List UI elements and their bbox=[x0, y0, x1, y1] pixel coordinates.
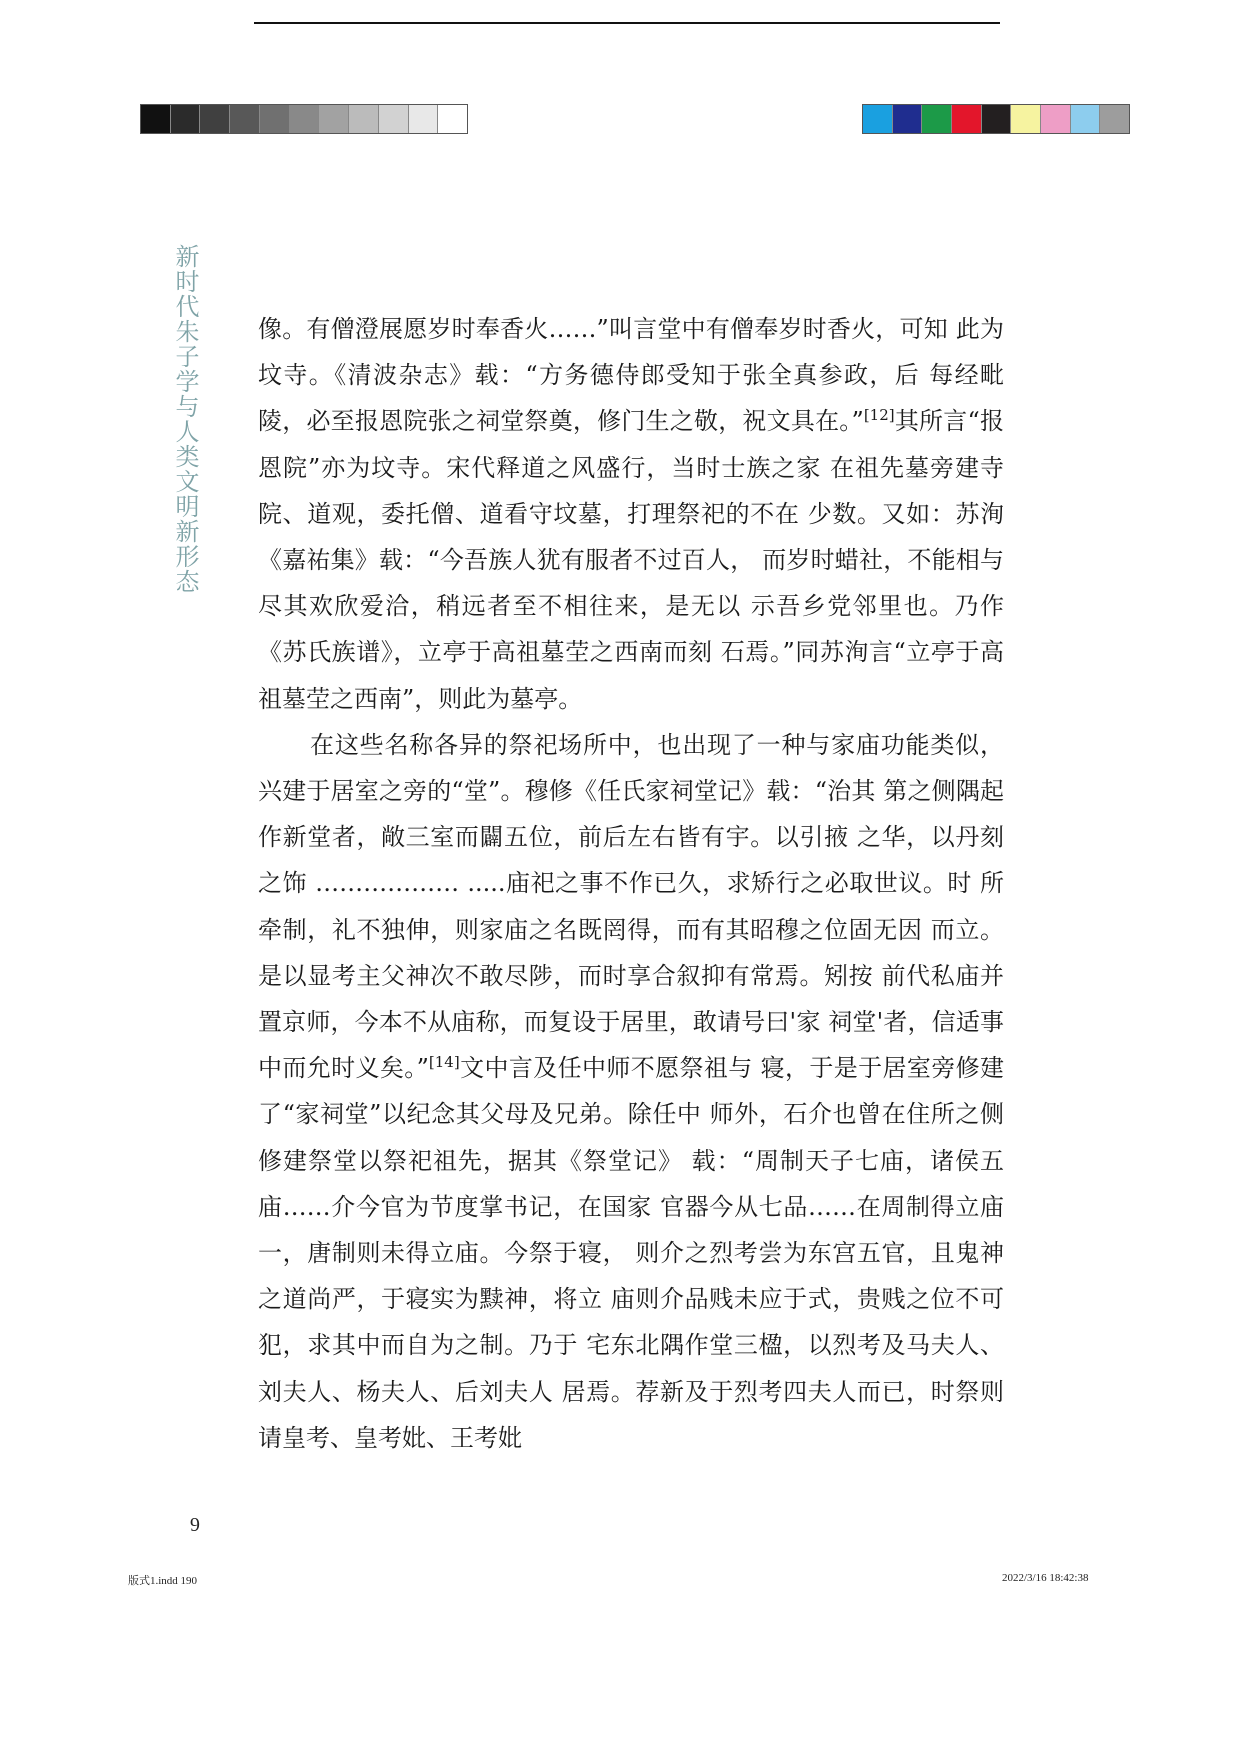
gray-swatch bbox=[230, 105, 260, 133]
gray-swatch bbox=[260, 105, 290, 133]
paragraph-1 bbox=[258, 306, 1004, 722]
slug-timestamp: 2022/3/16 18:42:38 bbox=[1002, 1572, 1089, 1584]
top-rule bbox=[254, 22, 1000, 24]
gray-swatch bbox=[171, 105, 201, 133]
gray-swatch bbox=[409, 105, 439, 133]
body-text bbox=[258, 306, 1004, 1461]
citation-ref: [14] bbox=[428, 1053, 460, 1072]
color-swatch bbox=[1100, 105, 1129, 133]
gray-swatch bbox=[200, 105, 230, 133]
page-number: 6 bbox=[190, 1513, 200, 1535]
gray-swatch bbox=[141, 105, 171, 133]
color-swatch bbox=[1041, 105, 1071, 133]
paragraph-2-text-a: 在这些名称各异的祭祀场所中，也出现了一种与家庙功能类似，兴建于居室之旁的“堂”。穆修《任氏家祠堂记》载：“治其 第之侧隅起作新堂者，敞三室而闢五位，前后左右皆有宇。以引掖 之华，以丹刻之饰 ……………… .....庙祀之事不作已久，求矫行之必取世议。时 所牵制，礼不独伸，则家庙之名既罔得，而有其昭穆之位固无因 而立。是以显考主父神次不敢尽陟，而时享合叙抑有常焉。矧按 前代私庙并置京师，今本不从庙称，而复设于居里，敢请号曰'家 祠堂'者，信适事中而允时义矣。” bbox=[258, 730, 1004, 1083]
color-swatch bbox=[863, 105, 893, 133]
color-swatch bbox=[1011, 105, 1041, 133]
process-color-bar bbox=[862, 104, 1130, 134]
citation-ref: [12] bbox=[863, 406, 895, 425]
color-swatch bbox=[952, 105, 982, 133]
paragraph-1-text-b: 其所言“报恩院”亦为坟寺。宋代释道之风盛行，当时士族之家 在祖先墓旁建寺院、道观，委托僧、道看守坟墓，打理祭祀的不在 少数。又如：苏洵《嘉祐集》载：“今吾族人犹有服者不过百人， 而岁时蜡社，不能相与尽其欢欣爱洽，稍远者至不相往来，是无以 示吾乡党邻里也。乃作《苏氏族谱》，立亭于高祖墓茔之西南而刻 石焉。”同苏洵言“立亭于高祖墓茔之西南”，则此为墓亭。 bbox=[258, 407, 1004, 713]
gray-swatch bbox=[319, 105, 349, 133]
gray-swatch bbox=[349, 105, 379, 133]
color-swatch bbox=[922, 105, 952, 133]
paragraph-2 bbox=[258, 722, 1004, 1461]
color-swatch bbox=[893, 105, 923, 133]
gray-swatch bbox=[379, 105, 409, 133]
slug-filename: 版式1.indd 190 bbox=[128, 1575, 198, 1587]
gray-swatch bbox=[438, 105, 467, 133]
color-swatch bbox=[1071, 105, 1101, 133]
paragraph-2-text-b: 文中言及任中师不愿祭祖与 寝，于是于居室旁修建了“家祠堂”以纪念其父母及兄弟。除任中 师外，石介也曾在住所之侧修建祭堂以祭祀祖先，据其《祭堂记》 载：“周制天子七庙，诸侯五庙……介今官为节度掌书记，在国家 官器今从七品……在周制得立庙一，唐制则未得立庙。今祭于寝， 则介之烈考尝为东宫五官，且鬼神之道尚严，于寝实为黩神，将立 庙则介品贱未应于式，贵贱之位不可犯，求其中而自为之制。乃于 宅东北隅作堂三楹，以烈考及马夫人、刘夫人、杨夫人、后刘夫人 居焉。荐新及于烈考四夫人而已，时祭则请皇考、皇考妣、王考妣 bbox=[258, 1054, 1004, 1452]
color-swatch bbox=[982, 105, 1012, 133]
running-head: 新时代朱子学与人类文明新形态 bbox=[171, 244, 199, 594]
gray-swatch bbox=[290, 105, 320, 133]
grayscale-color-bar bbox=[140, 104, 468, 134]
paragraph-1-text-a: 像。有僧澄展愿岁时奉香火……”叫言堂中有僧奉岁时香火，可知 此为坟寺。《清波杂志》载：“方务德侍郎受知于张全真参政，后 每经毗陵，必至报恩院张之祠堂祭奠，修门生之敬，祝文具在。” bbox=[258, 315, 1004, 436]
